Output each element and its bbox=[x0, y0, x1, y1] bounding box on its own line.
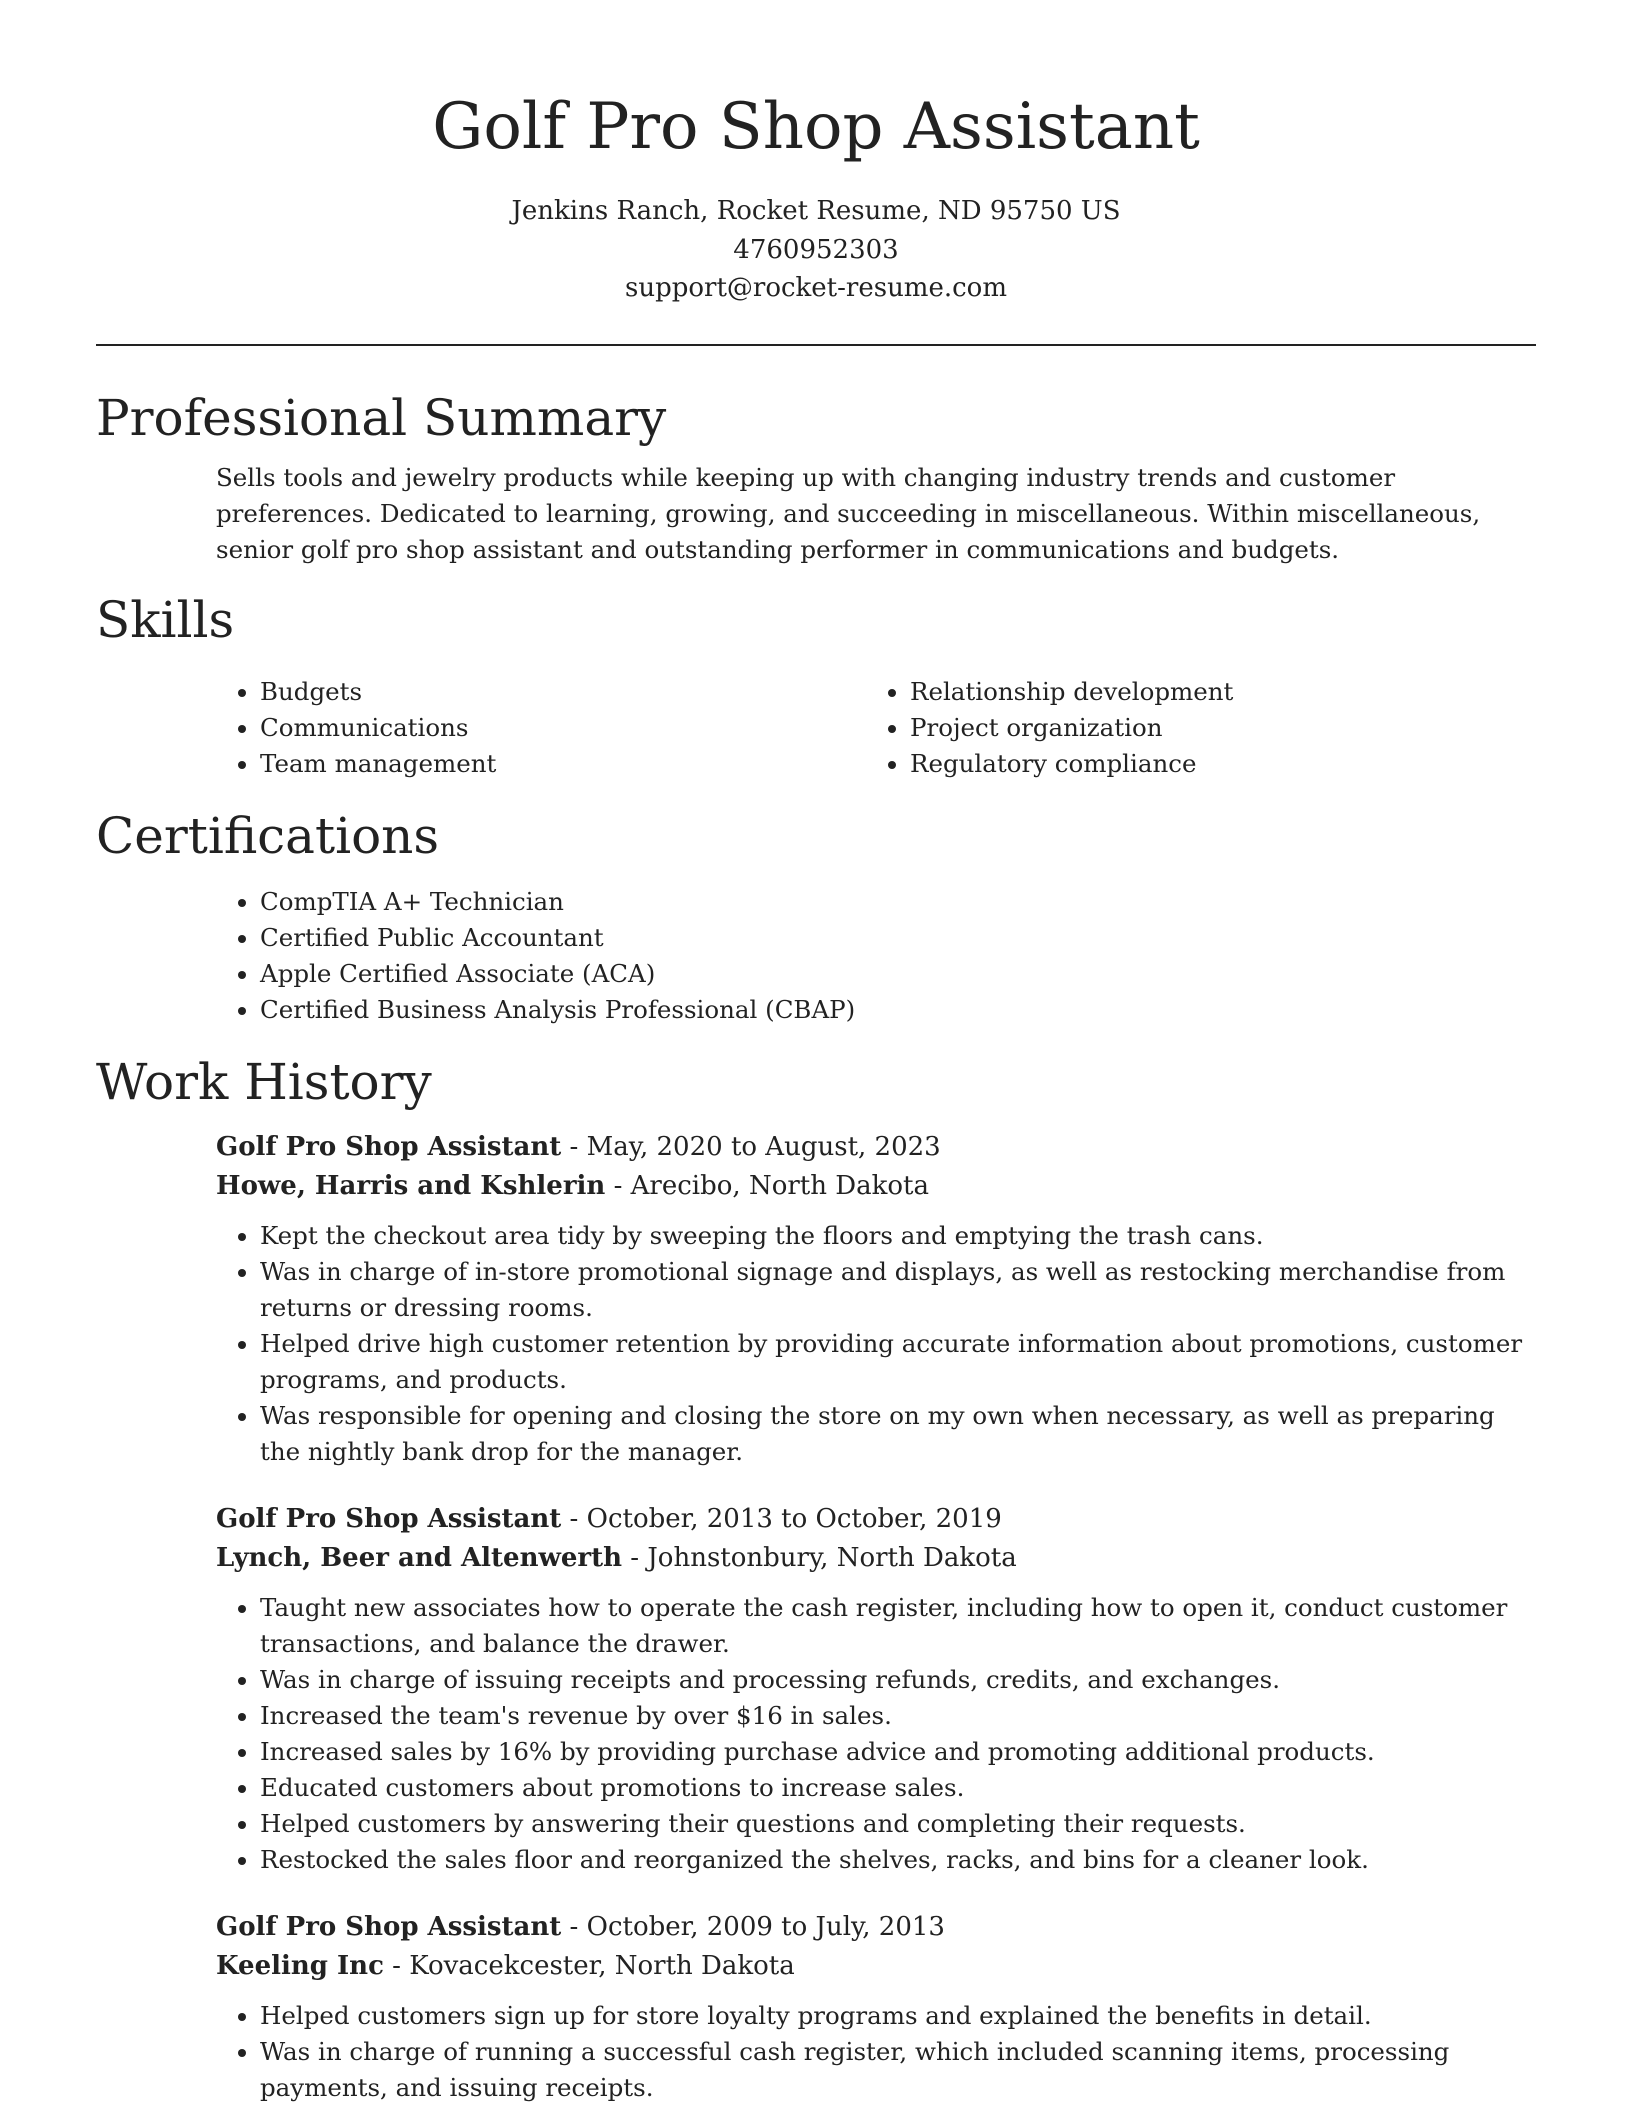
skill-item: • Regulatory compliance bbox=[910, 746, 1516, 782]
skills-list bbox=[216, 674, 1536, 782]
job-company: Howe, Harris and Kshlerin bbox=[216, 1170, 606, 1201]
contact-phone: 4760952303 bbox=[733, 234, 899, 265]
skills-column-left bbox=[216, 674, 866, 782]
job-bullet: • Educated customers about promotions to increase sales. bbox=[260, 1770, 1536, 1806]
resume-page bbox=[96, 0, 1536, 2106]
job-bullet: • Restocked the sales floor and reorganized the shelves, racks, and bins for a cleaner look. bbox=[260, 1842, 1536, 1878]
job-bullet: • Helped customers by answering their questions and completing their requests. bbox=[260, 1806, 1536, 1842]
certification-item: • Apple Certified Associate (ACA) bbox=[260, 956, 1536, 992]
job-dates: May, 2020 to August, 2023 bbox=[586, 1131, 941, 1162]
skill-item: • Project organization bbox=[910, 710, 1516, 746]
skill-item: • Relationship development bbox=[910, 674, 1516, 710]
job-bullet: • Was in charge of running a successful cash register, which included scanning items, processing payments, and issuing receipts. bbox=[260, 2034, 1536, 2106]
job-company-line: Lynch, Beer and Altenwerth - Johnstonbury, North Dakota bbox=[216, 1542, 1017, 1573]
certification-item: • CompTIA A+ Technician bbox=[260, 884, 1536, 920]
job-bullet: • Increased the team's revenue by over $16 in sales. bbox=[260, 1698, 1536, 1734]
job-bullet-list bbox=[216, 1590, 1536, 1878]
job-location: Kovacekcester, North Dakota bbox=[409, 1950, 795, 1981]
job-title-line: Golf Pro Shop Assistant - October, 2009 to July, 2013 bbox=[216, 1911, 945, 1942]
certification-item: • Certified Public Accountant bbox=[260, 920, 1536, 956]
job-title-line: Golf Pro Shop Assistant - May, 2020 to August, 2023 bbox=[216, 1131, 941, 1162]
job-location: Arecibo, North Dakota bbox=[630, 1170, 929, 1201]
skills-heading: Skills bbox=[96, 590, 235, 649]
job-bullet: • Was responsible for opening and closing the store on my own when necessary, as well as preparing the nightly bank drop for the manager. bbox=[260, 1398, 1536, 1470]
job-bullet: • Was in charge of issuing receipts and processing refunds, credits, and exchanges. bbox=[260, 1662, 1536, 1698]
job-bullet: • Helped customers sign up for store loyalty programs and explained the benefits in detail. bbox=[260, 1998, 1536, 2034]
summary-text: Sells tools and jewelry products while keeping up with changing industry trends and customer preferences. Dedicated to learning, growing, and succeeding in miscellaneous. Within miscellaneous, senior golf pro shop assistant and outstanding performer in communications and budgets. bbox=[216, 462, 1481, 564]
job-entry bbox=[216, 1500, 1536, 1878]
summary-heading: Professional Summary bbox=[96, 388, 667, 447]
job-bullet: • Helped drive high customer retention by providing accurate information about promotions, customer programs, and products. bbox=[260, 1326, 1536, 1398]
candidate-name: Golf Pro Shop Assistant bbox=[432, 90, 1200, 164]
job-title: Golf Pro Shop Assistant bbox=[216, 1911, 562, 1942]
job-entry bbox=[216, 1908, 1536, 2106]
work-history-heading: Work History bbox=[96, 1052, 432, 1111]
job-title: Golf Pro Shop Assistant bbox=[216, 1131, 562, 1162]
job-title: Golf Pro Shop Assistant bbox=[216, 1503, 562, 1534]
contact-email: support@rocket-resume.com bbox=[624, 273, 1007, 303]
job-company-line: Howe, Harris and Kshlerin - Arecibo, North Dakota bbox=[216, 1170, 929, 1201]
skill-item: • Budgets bbox=[260, 674, 866, 710]
job-bullet-list bbox=[216, 1998, 1536, 2106]
resume-header bbox=[96, 0, 1536, 308]
job-entry bbox=[216, 1128, 1536, 1470]
job-dates: October, 2009 to July, 2013 bbox=[586, 1911, 945, 1942]
contact-address: Jenkins Ranch, Rocket Resume, ND 95750 US bbox=[511, 196, 1121, 226]
job-company: Lynch, Beer and Altenwerth bbox=[216, 1542, 623, 1573]
certification-item: • Certified Business Analysis Professional (CBAP) bbox=[260, 992, 1536, 1028]
job-company: Keeling Inc bbox=[216, 1950, 384, 1981]
job-title-line: Golf Pro Shop Assistant - October, 2013 to October, 2019 bbox=[216, 1503, 1002, 1534]
skill-item: • Team management bbox=[260, 746, 866, 782]
job-bullet: • Was in charge of in-store promotional signage and displays, as well as restocking merchandise from returns or dressing rooms. bbox=[260, 1254, 1536, 1326]
skill-item: • Communications bbox=[260, 710, 866, 746]
job-bullet: • Increased sales by 16% by providing purchase advice and promoting additional products. bbox=[260, 1734, 1536, 1770]
job-bullet: • Taught new associates how to operate the cash register, including how to open it, conduct customer transactions, and balance the drawer. bbox=[260, 1590, 1536, 1662]
job-company-line: Keeling Inc - Kovacekcester, North Dakota bbox=[216, 1950, 795, 1981]
job-bullet-list bbox=[216, 1218, 1536, 1470]
certifications-heading: Certifications bbox=[96, 806, 440, 865]
job-dates: October, 2013 to October, 2019 bbox=[586, 1503, 1002, 1534]
header-divider bbox=[96, 344, 1536, 346]
certifications-list bbox=[216, 884, 1536, 1028]
job-location: Johnstonbury, North Dakota bbox=[647, 1542, 1017, 1573]
job-bullet: • Kept the checkout area tidy by sweeping the floors and emptying the trash cans. bbox=[260, 1218, 1536, 1254]
skills-column-right bbox=[866, 674, 1516, 782]
